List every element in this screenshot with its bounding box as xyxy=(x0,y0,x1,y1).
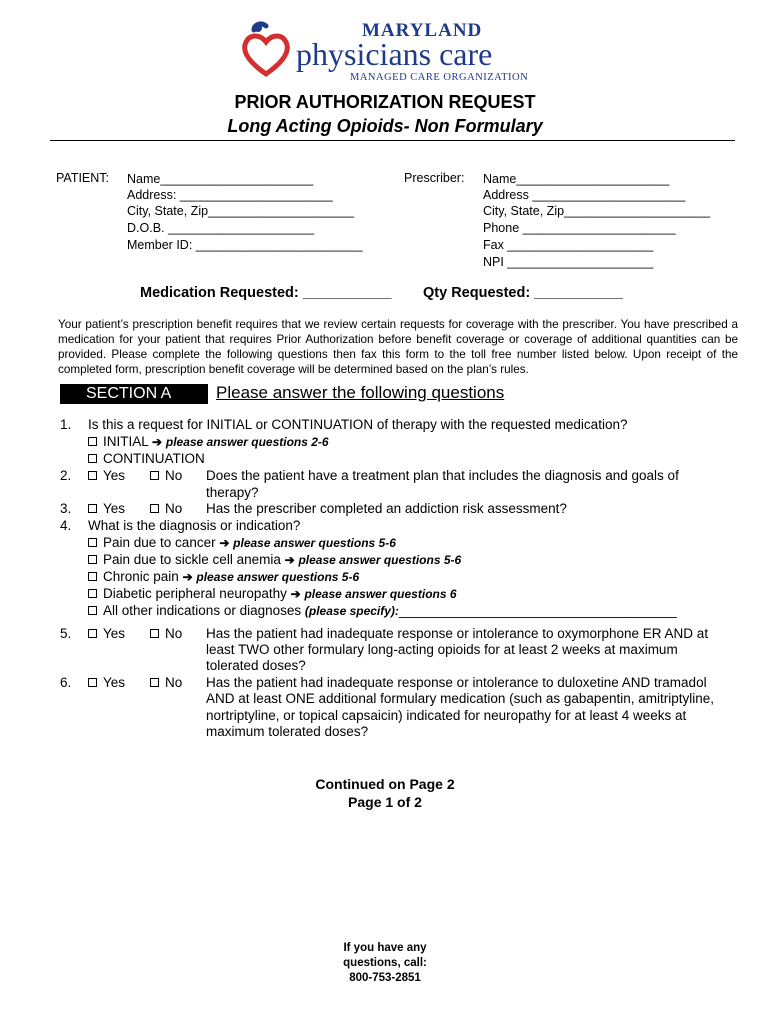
checkbox-icon[interactable] xyxy=(88,504,97,513)
page-subtitle: Long Acting Opioids- Non Formulary xyxy=(227,116,543,136)
contact-line-1: If you have any xyxy=(343,942,427,954)
q3-text: Has the prescriber completed an addiction risk assessment? xyxy=(206,501,567,516)
page-number: Page 1 of 2 xyxy=(348,794,422,810)
contact-line-2: questions, call: xyxy=(343,957,427,969)
checkbox-icon[interactable] xyxy=(88,572,97,581)
patient-address-field[interactable]: Address: ______________________ xyxy=(127,188,333,202)
q5-no-option[interactable]: No xyxy=(150,626,182,643)
patient-label: PATIENT: xyxy=(56,171,110,185)
arrow-right-icon: ➔ xyxy=(182,570,193,584)
arrow-right-icon: ➔ xyxy=(284,553,295,567)
q2-number: 2. xyxy=(60,468,72,483)
q6-text-line-4: maximum tolerated doses? xyxy=(206,724,369,739)
q6-text-line-2: AND at least ONE additional formulary medication (such as gabapentin, amitriptyline, xyxy=(206,691,714,706)
q2-text-line-1: Does the patient have a treatment plan that includes the diagnosis and goals of xyxy=(206,468,679,483)
q6-yes-option[interactable]: Yes xyxy=(88,675,125,692)
q5-text-line-2: least TWO other formulary long-acting opioids for at least 2 weeks at maximum xyxy=(206,642,678,657)
q5-text-line-1: Has the patient had inadequate response or intolerance to oxymorphone ER AND at xyxy=(206,626,709,641)
patient-name-field[interactable]: Name______________________ xyxy=(127,172,314,186)
q2-yes-option[interactable]: Yes xyxy=(88,468,125,485)
prescriber-label: Prescriber: xyxy=(404,171,465,185)
logo-line-1: MARYLAND xyxy=(362,20,483,41)
checkbox-icon[interactable] xyxy=(88,471,97,480)
checkbox-icon[interactable] xyxy=(150,471,159,480)
title-divider xyxy=(50,140,735,141)
checkbox-icon[interactable] xyxy=(150,629,159,638)
q4-text: What is the diagnosis or indication? xyxy=(88,518,301,533)
checkbox-icon[interactable] xyxy=(88,678,97,687)
prescriber-address-field[interactable]: Address ______________________ xyxy=(483,188,686,202)
q4-option-other[interactable]: All other indications or diagnoses (please specify):_____________________________________ xyxy=(88,603,677,620)
q1-text: Is this a request for INITIAL or CONTINUATION of therapy with the requested medication? xyxy=(88,417,628,432)
q3-no-option[interactable]: No xyxy=(150,501,182,518)
medication-requested-field[interactable]: Medication Requested: ___________ xyxy=(140,285,392,301)
logo-line-3: MANAGED CARE ORGANIZATION xyxy=(350,72,529,83)
checkbox-icon[interactable] xyxy=(88,606,97,615)
checkbox-icon[interactable] xyxy=(88,555,97,564)
prescriber-name-field[interactable]: Name______________________ xyxy=(483,172,670,186)
continued-note: Continued on Page 2 xyxy=(315,776,455,792)
patient-member-id-field[interactable]: Member ID: ________________________ xyxy=(127,238,363,252)
contact-phone: 800-753-2851 xyxy=(349,972,421,984)
q6-no-option[interactable]: No xyxy=(150,675,182,692)
q4-option-neuropathy[interactable]: Diabetic peripheral neuropathy ➔ please answer questions 6 xyxy=(88,586,457,603)
q1-initial-option[interactable]: INITIAL ➔ please answer questions 2-6 xyxy=(88,434,329,451)
prescriber-fax-field[interactable]: Fax _____________________ xyxy=(483,238,654,252)
checkbox-icon[interactable] xyxy=(150,678,159,687)
q2-no-option[interactable]: No xyxy=(150,468,182,485)
q3-yes-option[interactable]: Yes xyxy=(88,501,125,518)
prescriber-city-field[interactable]: City, State, Zip_____________________ xyxy=(483,204,711,218)
q5-yes-option[interactable]: Yes xyxy=(88,626,125,643)
q4-number: 4. xyxy=(60,518,72,533)
q4-specify-field[interactable]: _____________________________________ xyxy=(398,603,677,618)
page-title: PRIOR AUTHORIZATION REQUEST xyxy=(234,92,536,112)
q6-text-line-1: Has the patient had inadequate response or intolerance to duloxetine AND tramadol xyxy=(206,675,707,690)
logo xyxy=(230,16,550,83)
qty-requested-field[interactable]: Qty Requested: ___________ xyxy=(423,285,623,301)
heart-logo-icon xyxy=(240,20,292,80)
q4-option-sickle-cell[interactable]: Pain due to sickle cell anemia ➔ please answer questions 5-6 xyxy=(88,552,461,569)
logo-line-2: physicians care xyxy=(296,36,493,72)
prescriber-npi-field[interactable]: NPI _____________________ xyxy=(483,255,654,269)
section-a-label: SECTION A xyxy=(60,384,208,404)
checkbox-icon[interactable] xyxy=(150,504,159,513)
q1-continuation-option[interactable]: CONTINUATION xyxy=(88,451,205,468)
q4-option-cancer[interactable]: Pain due to cancer ➔ please answer questions 5-6 xyxy=(88,535,396,552)
intro-paragraph: Your patient’s prescription benefit requires that we review certain requests for coverage with the prescriber. You have prescribed a medication for your patient that requires Prior Authorization before benefit coverage or coverage of additional quantities can be provided. Please complete the following questions then fax this form to the toll free number listed below. Upon receipt of the completed form, prescription benefit coverage will be determined based on the plan’s rules. xyxy=(58,318,738,376)
checkbox-icon[interactable] xyxy=(88,437,97,446)
q5-text-line-3: tolerated doses? xyxy=(206,658,306,673)
arrow-right-icon: ➔ xyxy=(290,587,301,601)
patient-dob-field[interactable]: D.O.B. _____________________ xyxy=(127,221,314,235)
q6-text-line-3: nortriptyline, or topical capsaicin) indicated for neuropathy for at least 4 weeks at xyxy=(206,708,687,723)
section-a-instructions: Please answer the following questions xyxy=(216,383,505,402)
checkbox-icon[interactable] xyxy=(88,629,97,638)
q1-number: 1. xyxy=(60,417,72,432)
q6-number: 6. xyxy=(60,675,72,690)
checkbox-icon[interactable] xyxy=(88,538,97,547)
q3-number: 3. xyxy=(60,501,72,516)
arrow-right-icon: ➔ xyxy=(152,435,163,449)
arrow-right-icon: ➔ xyxy=(219,536,230,550)
checkbox-icon[interactable] xyxy=(88,454,97,463)
prescriber-phone-field[interactable]: Phone ______________________ xyxy=(483,221,676,235)
q4-option-chronic-pain[interactable]: Chronic pain ➔ please answer questions 5-6 xyxy=(88,569,359,586)
q5-number: 5. xyxy=(60,626,72,641)
q2-text-line-2: therapy? xyxy=(206,485,259,500)
patient-city-field[interactable]: City, State, Zip_____________________ xyxy=(127,204,355,218)
checkbox-icon[interactable] xyxy=(88,589,97,598)
